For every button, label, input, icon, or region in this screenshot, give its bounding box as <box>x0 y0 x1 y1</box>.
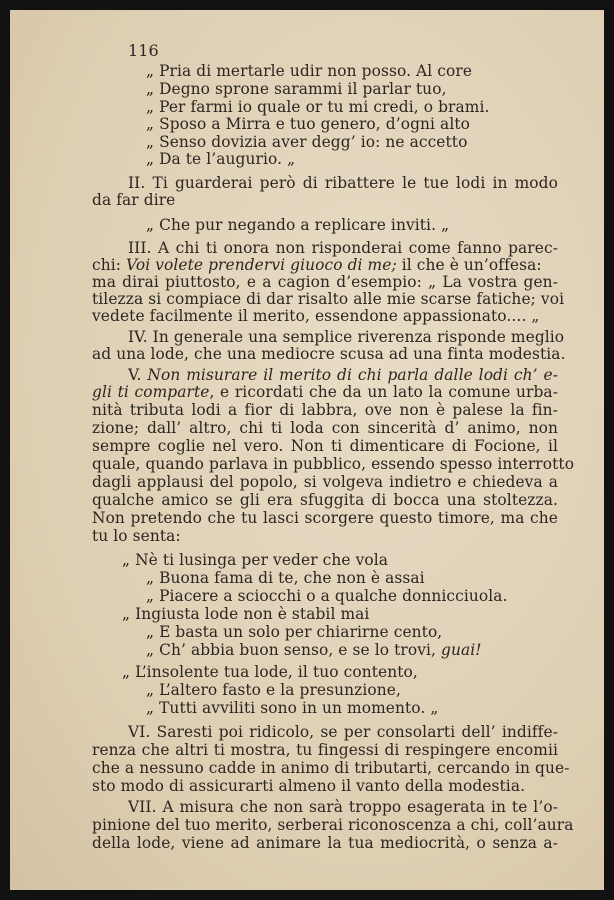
paragraph-line: sempre coglie nel vero. Non ti dimenticare di Focione, il <box>92 437 558 455</box>
paragraph-line: qualche amico se gli era sfuggita di bocca una stoltezza. <box>92 491 558 509</box>
verse-line: „ Ingiusta lode non è stabil mai <box>122 605 370 623</box>
paragraph-line: che a nessuno cadde in animo di tributarti, cercando in que- <box>92 759 570 777</box>
verse-line: „ L’altero fasto e la presunzione, <box>146 681 401 699</box>
quote-line: „ Che pur negando a replicare inviti. „ <box>146 216 450 234</box>
paragraph-line: pinione del tuo merito, serberai riconoscenza a chi, coll’aura <box>92 816 574 834</box>
paragraph-line: della lode, viene ad animare la tua mediocrità, o senza a- <box>92 834 558 852</box>
paragraph-line: renza che altri ti mostra, tu fingessi di respingere encomii <box>92 741 558 759</box>
paragraph-line: II. Ti guarderai però di ribattere le tue lodi in modo <box>128 174 558 192</box>
verse-line: „ Nè ti lusinga per veder che vola <box>122 551 389 569</box>
text-run: chi: <box>92 256 127 274</box>
paragraph-line: quale, quando parlava in pubblico, essendo spesso interrotto <box>92 455 575 473</box>
page-number: 116 <box>128 41 159 60</box>
text-run: , e ricordati che da un lato la comune urba- <box>209 383 558 401</box>
verse-line <box>146 641 482 659</box>
paragraph-line <box>92 383 558 401</box>
italic-text-run: gli ti comparte <box>92 383 210 401</box>
paragraph-line: VI. Saresti poi ridicolo, se per consolarti dell’ indiffe- <box>128 723 558 741</box>
paragraph-line: ma dirai piuttosto, e a cagion d’esempio: „ La vostra gen- <box>92 273 558 291</box>
verse-line: „ Senso dovizia aver degg’ io: ne accetto <box>146 133 468 151</box>
paragraph-line: Non pretendo che tu lasci scorgere questo timore, ma che <box>92 509 558 527</box>
paragraph-line: dagli applausi del popolo, si volgeva indietro e chiedeva a <box>92 473 558 491</box>
verse-line: „ Sposo a Mirra e tuo genero, d’ogni alto <box>146 115 470 133</box>
verse-line: „ Per farmi io quale or tu mi credi, o brami. <box>146 98 490 116</box>
italic-text-run: guai! <box>441 641 482 659</box>
verse-line: „ Degno sprone sarammi il parlar tuo, <box>146 80 447 98</box>
paragraph-line: vedete facilmente il merito, essendone appassionato.... „ <box>92 307 540 325</box>
text-run: il che è un’offesa: <box>396 256 542 274</box>
verse-line: „ Da te l’augurio. „ <box>146 150 296 168</box>
text-run: V. <box>128 366 148 384</box>
verse-line: „ Piacere a sciocchi o a qualche donnicciuola. <box>146 587 508 605</box>
book-page <box>10 10 604 890</box>
paragraph-line: tu lo senta: <box>92 527 181 545</box>
paragraph-line: nità tributa lodi a fior di labbra, ove non è palese la fin- <box>92 401 558 419</box>
verse-line: „ Buona fama di te, che non è assai <box>146 569 425 587</box>
italic-text-run: Non misurare il merito di chi parla dalle lodi ch’ e- <box>147 366 558 384</box>
paragraph-line <box>128 366 558 384</box>
text-run: „ Ch’ abbia buon senso, e se lo trovi, <box>146 641 441 659</box>
verse-line: „ E basta un solo per chiarirne cento, <box>146 623 443 641</box>
verse-line: „ L’insolente tua lode, il tuo contento, <box>122 663 418 681</box>
paragraph-line: III. A chi ti onora non risponderai come fanno parec- <box>128 239 558 257</box>
verse-line: „ Tutti avviliti sono in un momento. „ <box>146 699 439 717</box>
paragraph-line: zione; dall’ altro, chi ti loda con sincerità d’ animo, non <box>92 419 558 437</box>
paragraph-line: VII. A misura che non sarà troppo esagerata in te l’o- <box>128 798 558 816</box>
paragraph-line: da far dire <box>92 191 176 209</box>
paragraph-line: IV. In generale una semplice riverenza risponde meglio <box>128 328 565 346</box>
paragraph-line: ad una lode, che una mediocre scusa ad una finta modestia. <box>92 345 566 363</box>
italic-text-run: Voi volete prendervi giuoco di me; <box>126 256 397 274</box>
paragraph-line: tilezza si compiace di dar risalto alle mie scarse fatiche; voi <box>92 290 565 308</box>
paragraph-line <box>92 256 542 274</box>
verse-line: „ Pria di mertarle udir non posso. Al core <box>146 62 473 80</box>
paragraph-line: sto modo di assicurarti almeno il vanto della modestia. <box>92 777 526 795</box>
